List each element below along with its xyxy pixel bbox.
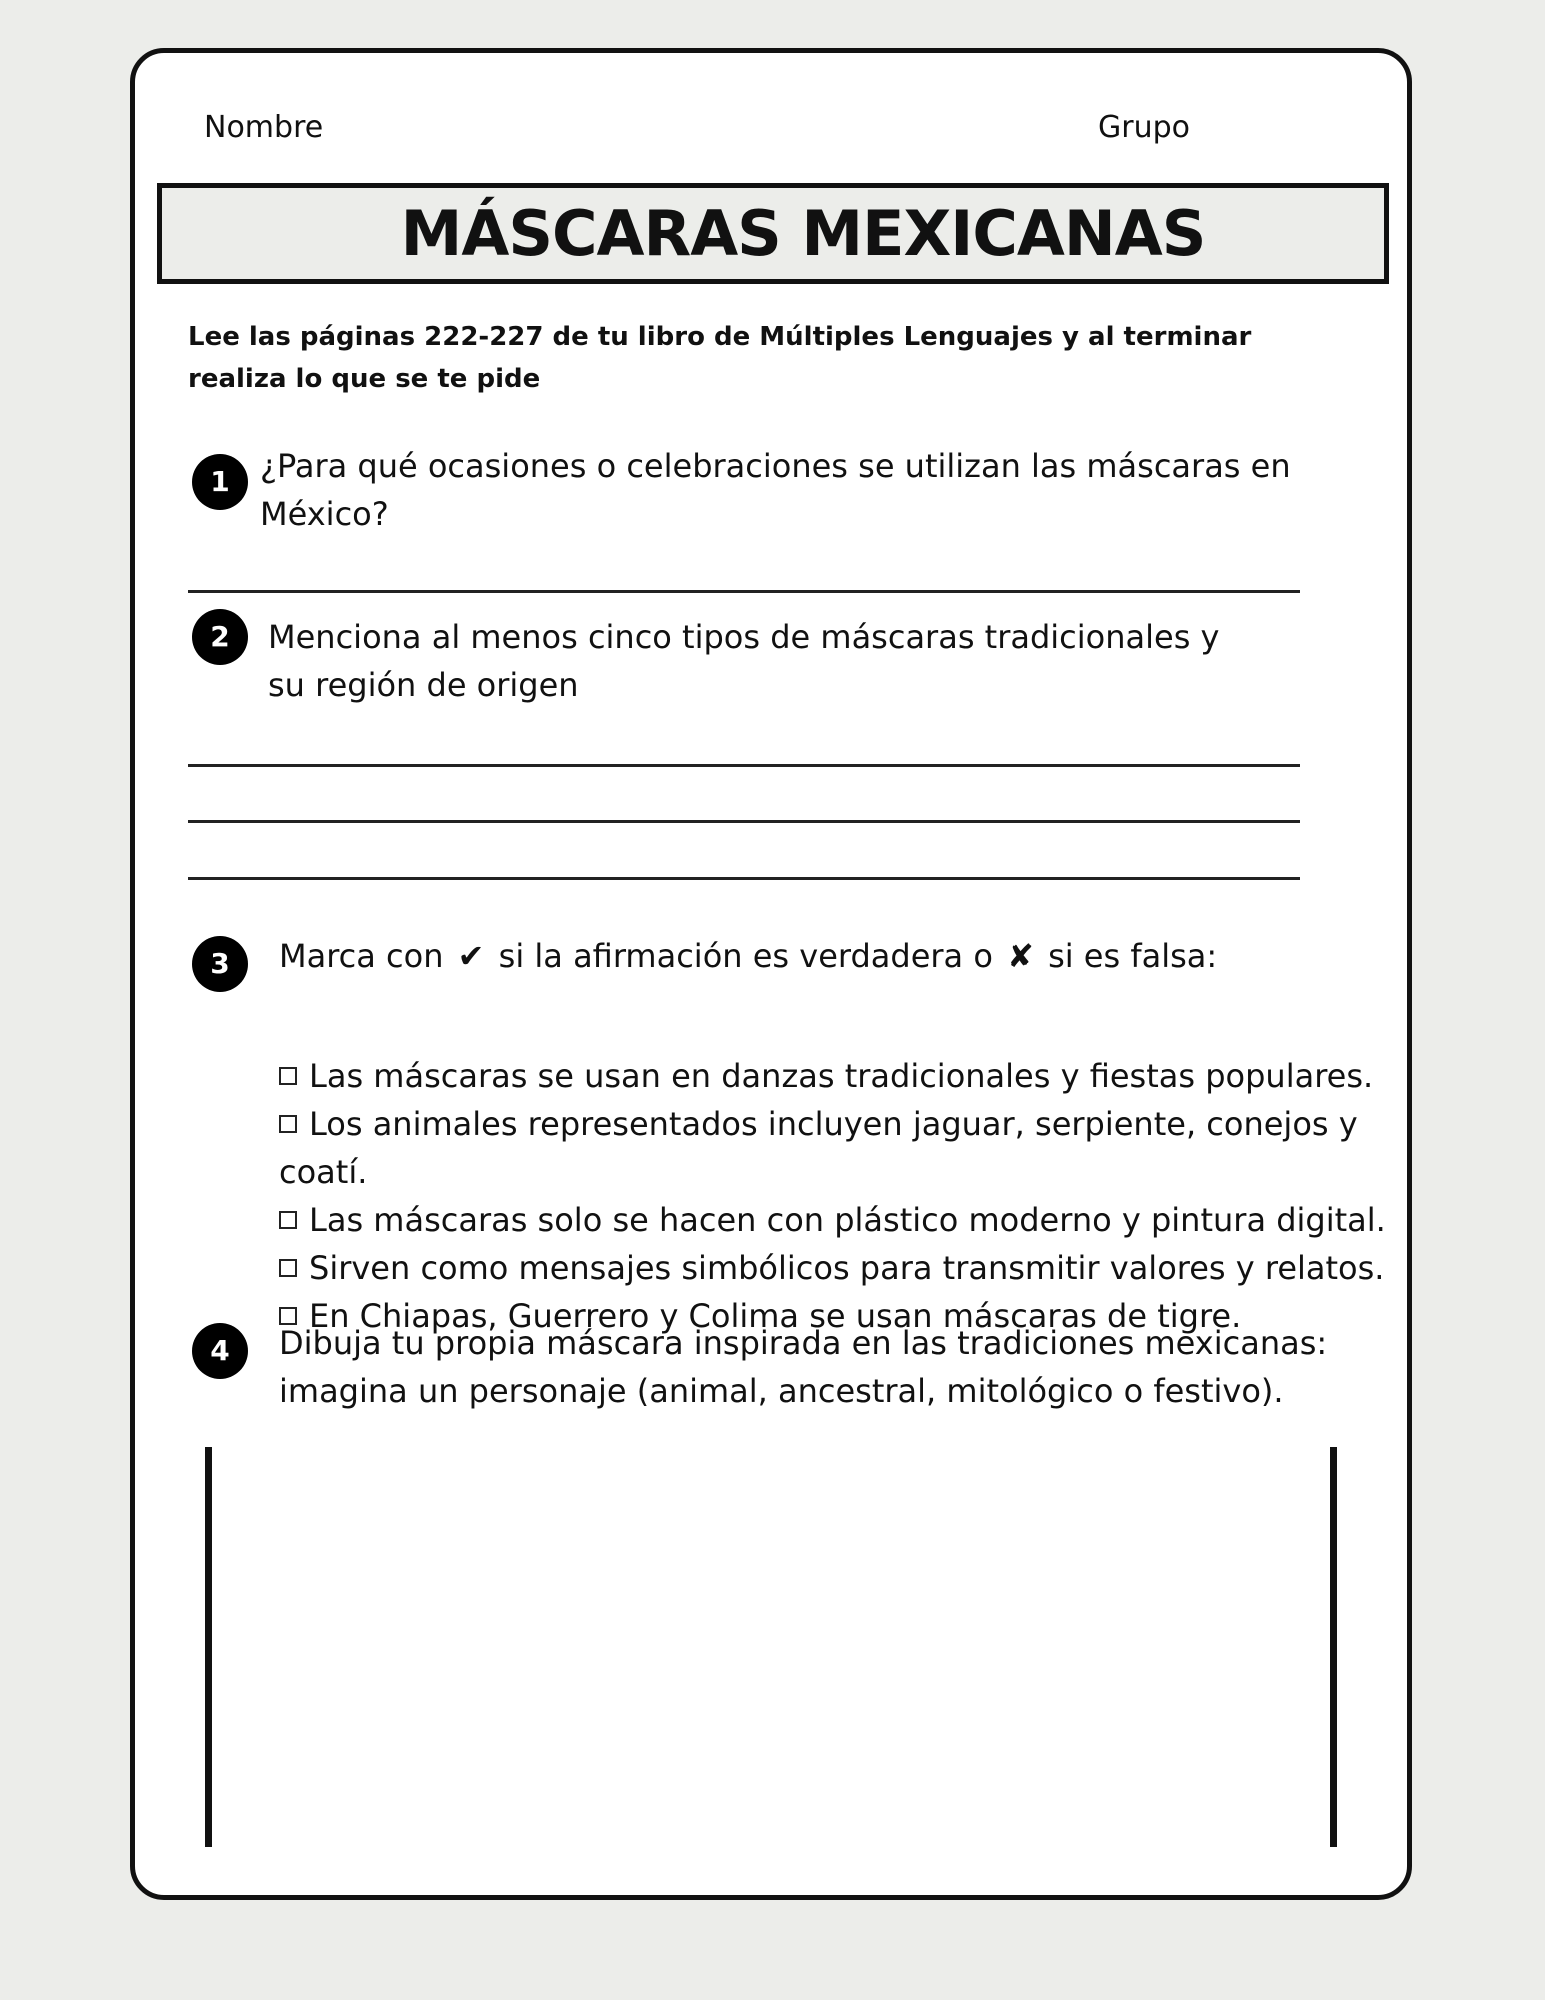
question-1-text — [260, 442, 1291, 538]
statement-text: Sirven como mensajes simbólicos para transmitir valores y relatos. — [309, 1249, 1385, 1287]
cross-icon: ✘ — [1007, 937, 1034, 975]
drawing-area-left-border — [205, 1447, 212, 1847]
checkmark-icon: ✔ — [457, 937, 485, 975]
question-2-line2: su región de origen — [268, 666, 579, 704]
answer-line-q1[interactable] — [188, 590, 1300, 593]
instructions-text: Lee las páginas 222-227 de tu libro de Múltiples Lenguajes y al terminar realiza lo que se te pide — [188, 322, 1252, 394]
statement-list — [279, 1052, 1389, 1340]
question-number-1: 1 — [192, 454, 248, 510]
question-3-prompt-start: Marca con — [279, 937, 444, 975]
group-label: Grupo — [1098, 110, 1190, 145]
checkbox-icon[interactable] — [279, 1067, 297, 1085]
statement-text: Las máscaras solo se hacen con plástico moderno y pintura digital. — [309, 1201, 1386, 1239]
statement-item — [279, 1196, 1389, 1244]
question-1-line1: ¿Para qué ocasiones o celebraciones se utilizan las máscaras en — [260, 447, 1291, 485]
question-4-line2: imagina un personaje (animal, ancestral, mitológico o festivo). — [279, 1372, 1284, 1410]
drawing-area[interactable] — [212, 1447, 1330, 1847]
question-4-line1: Dibuja tu propia máscara inspirada en las tradiciones mexicanas: — [279, 1324, 1328, 1362]
statement-item — [279, 1052, 1389, 1100]
question-3-prompt — [279, 932, 1217, 980]
page-title: MÁSCARAS MEXICANAS — [400, 197, 1206, 270]
question-3-prompt-middle: si la afirmación es verdadera o — [498, 937, 993, 975]
name-label: Nombre — [204, 110, 324, 145]
question-4-text — [279, 1319, 1327, 1415]
statement-item — [279, 1100, 1389, 1196]
drawing-area-right-border — [1330, 1447, 1337, 1847]
statement-text: Los animales representados incluyen jaguar, serpiente, conejos y coatí. — [279, 1105, 1358, 1191]
question-number-2: 2 — [192, 609, 248, 665]
question-3-prompt-end: si es falsa: — [1048, 937, 1218, 975]
question-2-text — [268, 613, 1219, 709]
question-2-line1: Menciona al menos cinco tipos de máscaras tradicionales y — [268, 618, 1220, 656]
statement-text: En Chiapas, Guerrero y Colima se usan máscaras de tigre. — [309, 1297, 1242, 1335]
question-1-line2: México? — [260, 495, 389, 533]
statement-item — [279, 1244, 1389, 1292]
checkbox-icon[interactable] — [279, 1115, 297, 1133]
answer-line-q2-2[interactable] — [188, 820, 1300, 823]
checkbox-icon[interactable] — [279, 1211, 297, 1229]
statement-text: Las máscaras se usan en danzas tradicionales y fiestas populares. — [309, 1057, 1374, 1095]
checkbox-icon[interactable] — [279, 1259, 297, 1277]
question-number-3: 3 — [192, 936, 248, 992]
answer-line-q2-3[interactable] — [188, 877, 1300, 880]
question-number-4: 4 — [192, 1323, 248, 1379]
answer-line-q2-1[interactable] — [188, 764, 1300, 767]
